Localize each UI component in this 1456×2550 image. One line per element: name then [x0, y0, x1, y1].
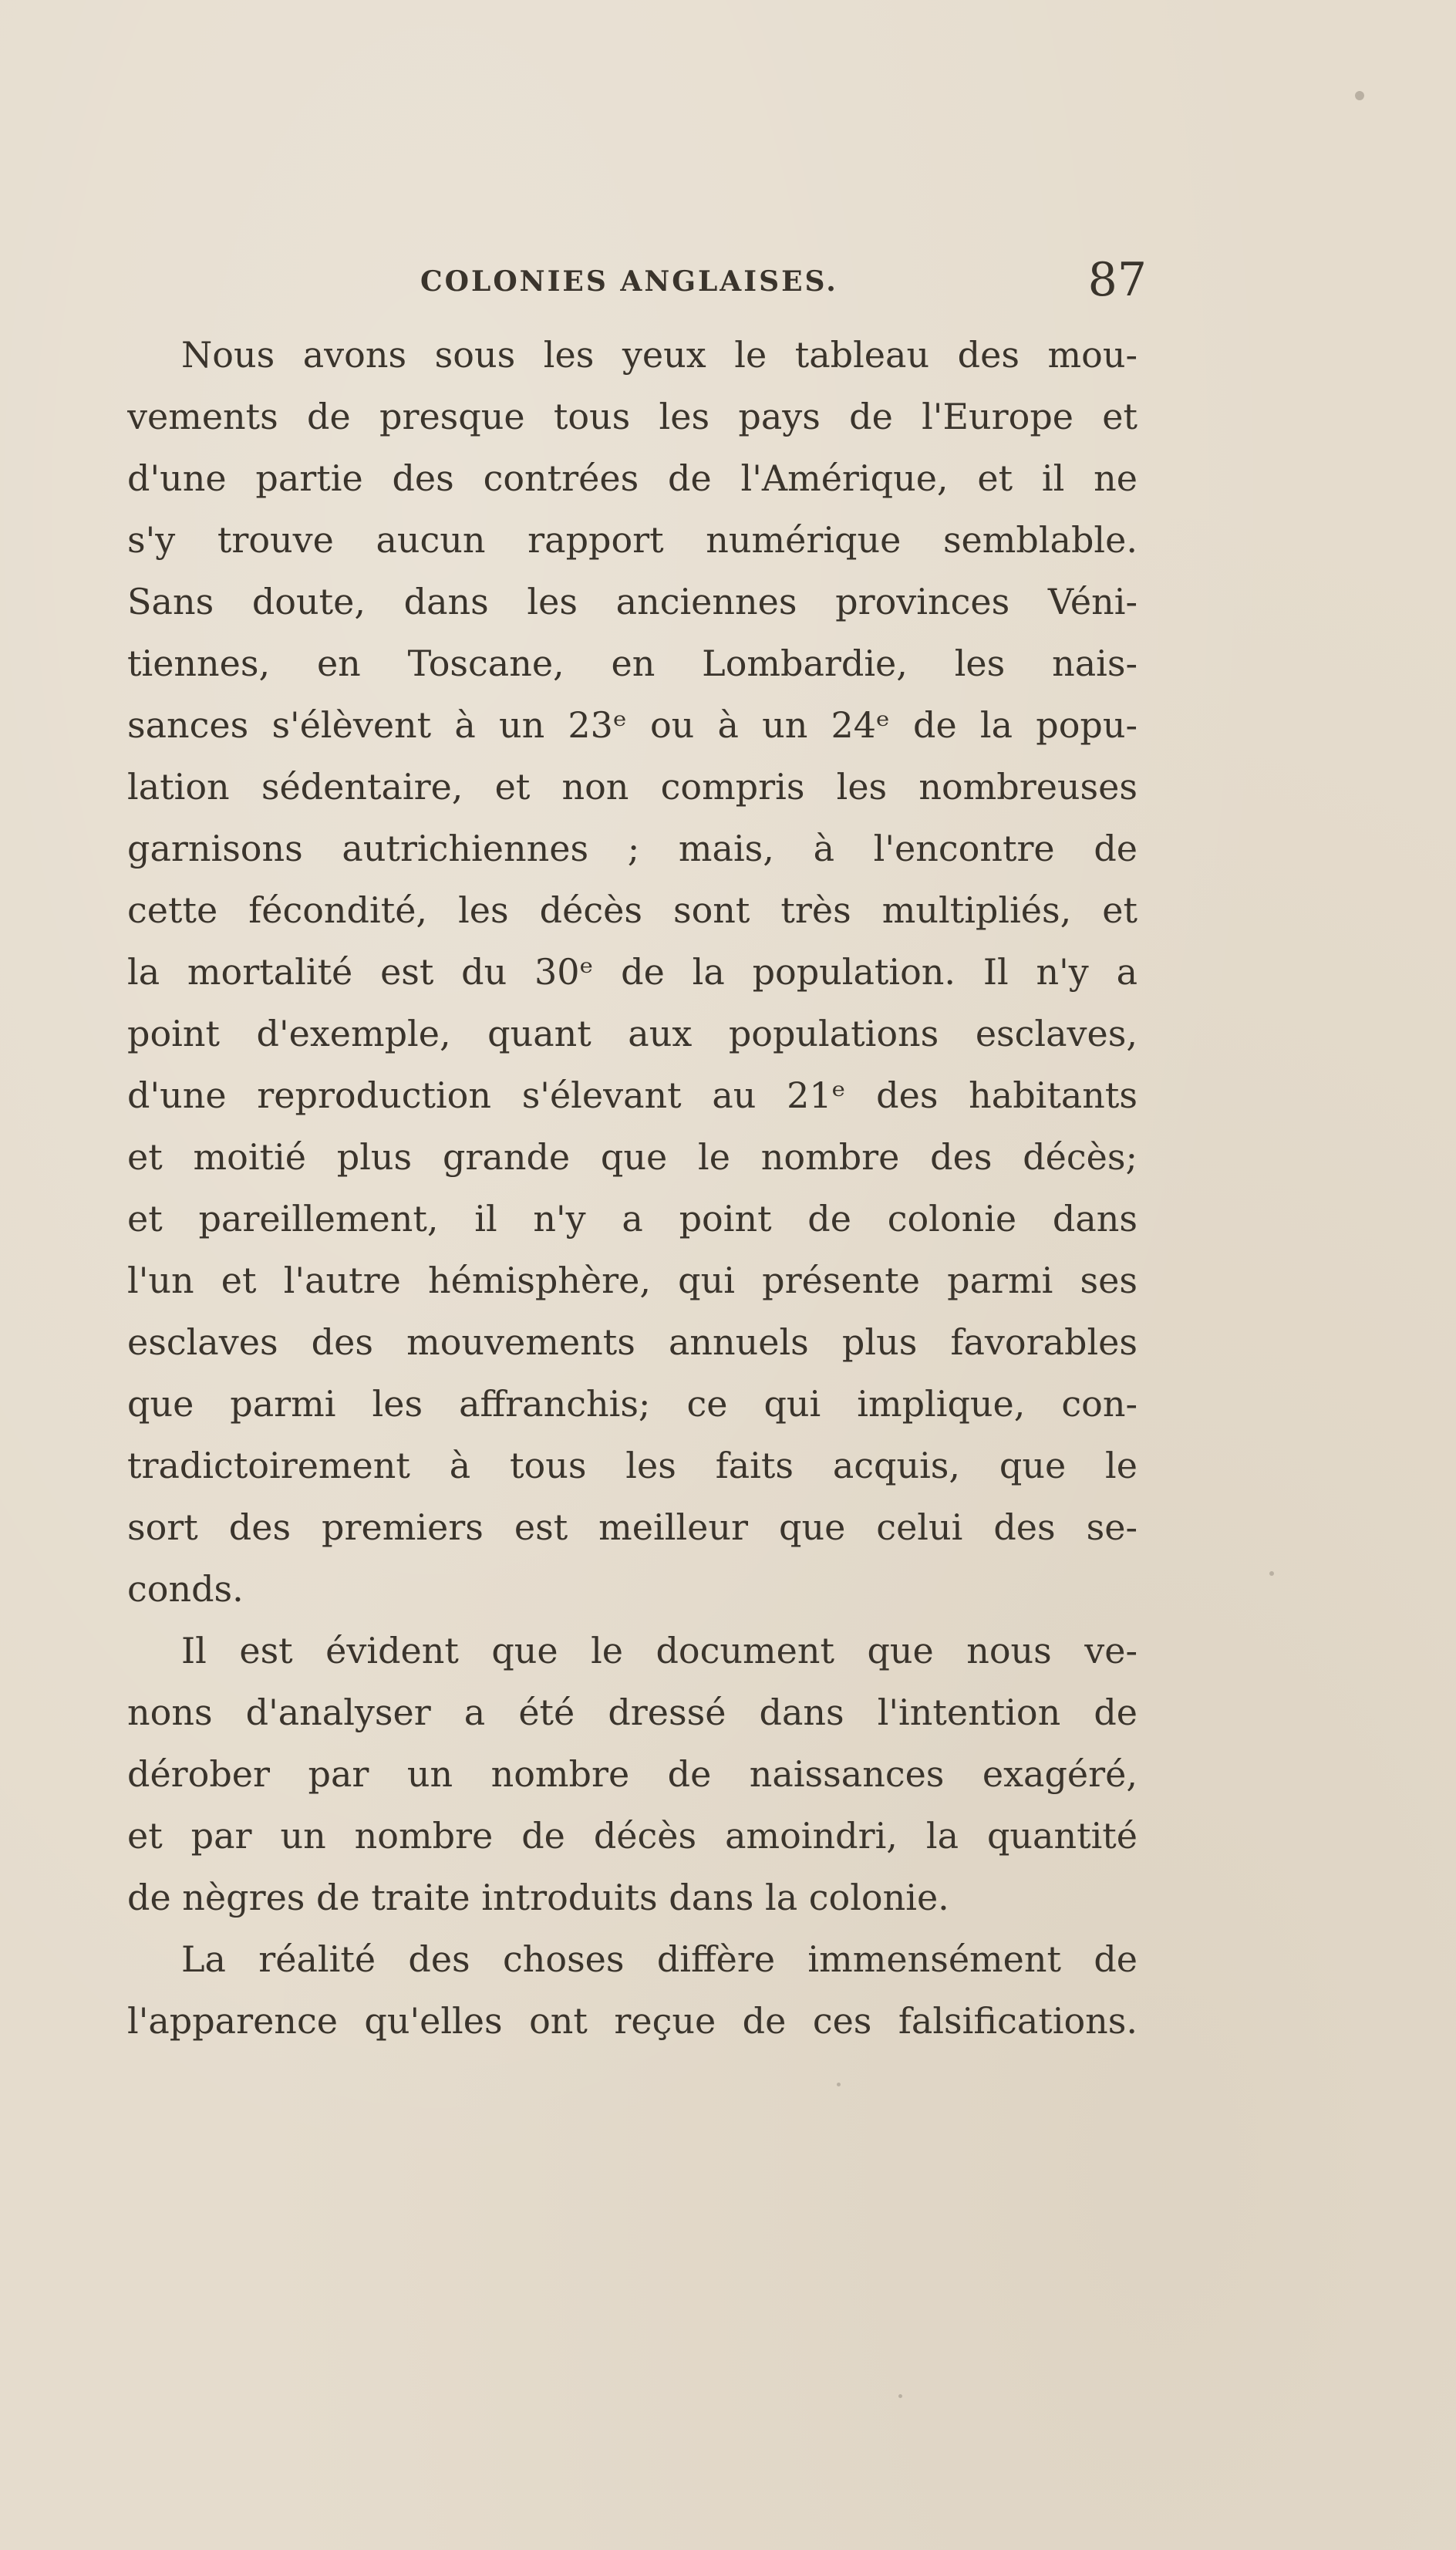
text-line: garnisons autrichiennes ; mais, à l'encontre de [127, 828, 1138, 869]
text-line: et pareillement, il n'y a point de colonie dans [127, 1198, 1138, 1240]
text-line: d'une reproduction s'élevant au 21ᵉ des habitants [127, 1074, 1138, 1116]
text-line: d'une partie des contrées de l'Amérique, et il ne [127, 457, 1138, 499]
text-line: vements de presque tous les pays de l'Europe et [127, 396, 1138, 437]
text-line: conds. [127, 1568, 244, 1610]
text-line: point d'exemple, quant aux populations esclaves, [127, 1013, 1138, 1054]
text-line: sort des premiers est meilleur que celui des se- [127, 1506, 1138, 1548]
paper-speck [1355, 91, 1364, 100]
text-line: nons d'analyser a été dressé dans l'intention de [127, 1692, 1138, 1733]
text-line: de nègres de traite introduits dans la colonie. [127, 1877, 949, 1918]
paper-speck [837, 2083, 841, 2086]
text-line: s'y trouve aucun rapport numérique semblable. [127, 519, 1138, 561]
text-line: lation sédentaire, et non compris les nombreuses [127, 766, 1138, 808]
text-line: sances s'élèvent à un 23ᵉ ou à un 24ᵉ de la popu- [127, 704, 1138, 746]
text-line: l'un et l'autre hémisphère, qui présente parmi ses [127, 1260, 1138, 1301]
paper-speck [1269, 1571, 1274, 1576]
text-line: Sans doute, dans les anciennes provinces Véni- [127, 581, 1138, 622]
page-number: 87 [1087, 253, 1147, 307]
running-title: COLONIES ANGLAISES. [420, 265, 838, 298]
text-line: que parmi les affranchis; ce qui implique, con- [127, 1383, 1138, 1425]
text-line: et par un nombre de décès amoindri, la quantité [127, 1815, 1138, 1857]
text-line: esclaves des mouvements annuels plus favorables [127, 1321, 1138, 1363]
text-line: tiennes, en Toscane, en Lombardie, les nais- [127, 643, 1138, 684]
text-line: dérober par un nombre de naissances exagéré, [127, 1753, 1138, 1795]
text-line: Nous avons sous les yeux le tableau des mou- [181, 334, 1138, 376]
text-line: et moitié plus grande que le nombre des décès; [127, 1136, 1138, 1178]
text-line: La réalité des choses diffère immensément de [181, 1938, 1138, 1980]
text-line: Il est évident que le document que nous ve- [181, 1630, 1138, 1671]
running-head [420, 253, 1147, 319]
text-line: tradictoirement à tous les faits acquis, que le [127, 1445, 1138, 1486]
text-line: la mortalité est du 30ᵉ de la population. Il n'y a [127, 951, 1138, 993]
body-text [127, 324, 1138, 2052]
paper-speck [898, 2394, 902, 2398]
text-line: cette fécondité, les décès sont très multipliés, et [127, 889, 1138, 931]
text-line: l'apparence qu'elles ont reçue de ces falsifications. [127, 2000, 1138, 2042]
